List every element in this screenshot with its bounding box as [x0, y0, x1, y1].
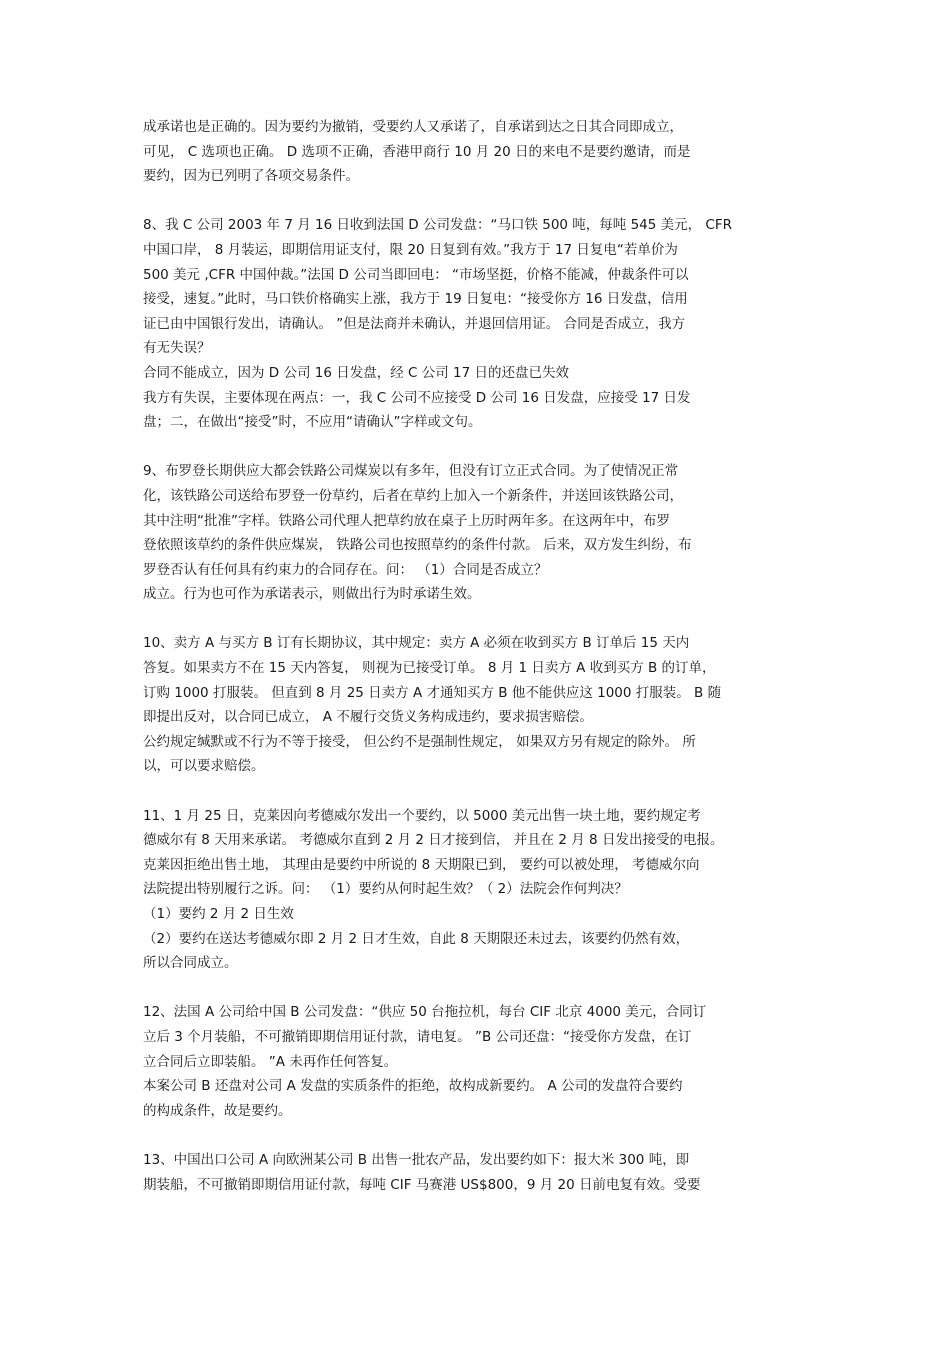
text-line: （1）要约 2 月 2 日生效	[143, 906, 294, 922]
paragraph-gap	[143, 779, 813, 804]
text-line: 11、1 月 25 日，克莱因向考德威尔发出一个要约，以 5000 美元出售一块土地，要约规定考	[143, 807, 701, 824]
text-line: 克莱因拒绝出售土地， 其理由是要约中所说的 8 天期限已到， 要约可以被处理， 考德威尔向	[143, 856, 700, 873]
paragraph	[143, 115, 813, 189]
paragraph-gap	[143, 976, 813, 1001]
text-line: 罗登否认有任何具有约束力的合同存在。问： （1）合同是否成立？	[143, 561, 548, 578]
text-line: 立合同后立即装船。 ”A 未再作任何答复。	[143, 1053, 398, 1070]
text-line: 化，该铁路公司送给布罗登一份草约，后者在草约上加入一个新条件，并送回该铁路公司，	[143, 487, 683, 504]
text-line: 订购 1000 打服装。 但直到 8 月 25 日卖方 A 才通知买方 B 他不能供应这 1000 打服装。 B 随	[143, 684, 722, 701]
text-line: 法院提出特别履行之诉。问： （1）要约从何时起生效？（ 2）法院会作何判决？	[143, 881, 628, 898]
paragraph	[143, 459, 813, 607]
text-line: 本案公司 B 还盘对公司 A 发盘的实质条件的拒绝，故构成新要约。 A 公司的发盘符合要约	[143, 1078, 683, 1095]
text-line: 合同不能成立，因为 D 公司 16 日发盘，经 C 公司 17 日的还盘已失效	[143, 364, 570, 381]
text-line: 公约规定缄默或不行为不等于接受， 但公约不是强制性规定， 如果双方另有规定的除外。 所	[143, 733, 696, 750]
text-line: 答复。如果卖方不在 15 天内答复， 则视为已接受订单。 8 月 1 日卖方 A 收到买方 B 的订单，	[143, 660, 716, 677]
text-line: 12、法国 A 公司给中国 B 公司发盘：“供应 50 台拖拉机，每台 CIF 北京 4000 美元，合同订	[143, 1004, 707, 1021]
text-line: 立后 3 个月装船，不可撤销即期信用证付款，请电复。 ”B 公司还盘：“接受你方发盘，在订	[143, 1028, 692, 1045]
paragraph	[143, 1148, 813, 1197]
text-line: 9、布罗登长期供应大都会铁路公司煤炭以有多年，但没有订立正式合同。为了使情况正常	[143, 463, 679, 480]
text-line: 13、中国出口公司 A 向欧洲某公司 B 出售一批农产品，发出要约如下：报大米 300 吨，即	[143, 1151, 690, 1168]
text-line: 证已由中国银行发出，请确认。 ”但是法商并未确认，并退回信用证。 合同是否成立，我方	[143, 315, 686, 332]
paragraph	[143, 213, 813, 434]
text-line: 以，可以要求赔偿。	[143, 758, 265, 775]
text-line: 接受，速复。”此时，马口铁价格确实上涨，我方于 19 日复电：“接受你方 16 日发盘，信用	[143, 291, 688, 308]
text-line: 登依照该草约的条件供应煤炭， 铁路公司也按照草约的条件付款。 后来，双方发生纠纷，布	[143, 537, 692, 554]
text-line: 所以合同成立。	[143, 955, 238, 972]
text-line: 有无失误？	[143, 340, 211, 357]
paragraph-gap	[143, 435, 813, 460]
text-line: 成承诺也是正确的。因为要约为撤销，受要约人又承诺了，自承诺到达之日其合同即成立，	[143, 119, 683, 135]
paragraph-gap	[143, 1123, 813, 1148]
text-line: 成立。行为也可作为承诺表示，则做出行为时承诺生效。	[143, 586, 481, 603]
text-line: 可见， C 选项也正确。 D 选项不正确，香港甲商行 10 月 20 日的来电不是要约邀请，而是	[143, 143, 691, 160]
text-line: 10、卖方 A 与买方 B 订有长期协议，其中规定：卖方 A 必须在收到买方 B 订单后 15 天内	[143, 635, 690, 652]
paragraph-gap	[143, 189, 813, 214]
text-line: 德威尔有 8 天用来承诺。 考德威尔直到 2 月 2 日才接到信， 并且在 2 月 8 日发出接受的电报。	[143, 832, 724, 849]
text-line: 其中注明“批准”字样。铁路公司代理人把草约放在桌子上历时两年多。在这两年中，布罗	[143, 512, 670, 529]
text-line: 盘；二，在做出“接受”时，不应用“请确认”字样或文句。	[143, 414, 482, 431]
text-line: 我方有失误，主要体现在两点：一，我 C 公司不应接受 D 公司 16 日发盘，应接受 17 日发	[143, 389, 691, 406]
text-line: 即提出反对，以合同已成立， A 不履行交货义务构成违约，要求损害赔偿。	[143, 709, 593, 726]
text-line: 要约，因为已列明了各项交易条件。	[143, 168, 359, 185]
paragraph	[143, 804, 813, 976]
text-line: 期装船，不可撤销即期信用证付款，每吨 CIF 马赛港 US$800，9 月 20 日前电复有效。受要	[143, 1176, 701, 1193]
text-line: 500 美元 ,CFR 中国仲裁。”法国 D 公司当即回电： “市场坚挺，价格不能减，仲裁条件可以	[143, 266, 689, 283]
paragraph-gap	[143, 607, 813, 632]
text-line: （2）要约在送达考德威尔即 2 月 2 日才生效，自此 8 天期限还未过去，该要约仍然有效，	[143, 930, 690, 947]
paragraph	[143, 1000, 813, 1123]
document-body	[143, 115, 813, 1197]
paragraph	[143, 631, 813, 779]
text-line: 8、我 C 公司 2003 年 7 月 16 日收到法国 D 公司发盘：“马口铁 500 吨，每吨 545 美元， CFR	[143, 217, 733, 234]
text-line: 中国口岸， 8 月装运，即期信用证支付，限 20 日复到有效。”我方于 17 日复电“若单价为	[143, 241, 678, 258]
text-line: 的构成条件，故是要约。	[143, 1102, 292, 1119]
